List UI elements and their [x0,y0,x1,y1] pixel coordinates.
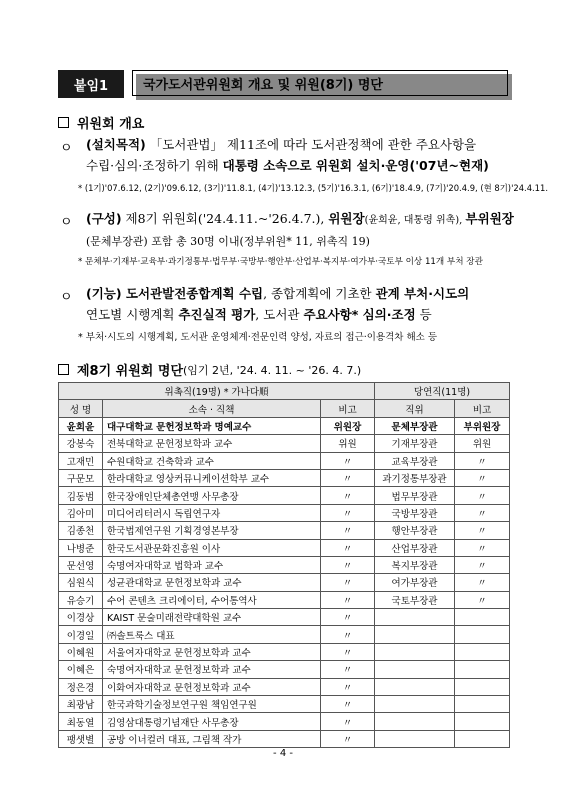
item2-line1b: 위원장 [328,211,365,226]
cell-remark-right: 〃 [455,574,510,591]
cell-name: 강봉숙 [59,435,103,452]
cell-affiliation: 한국법제연구원 기획경영본부장 [103,522,321,539]
cell-remark-right: 〃 [455,556,510,573]
cell-remark-left: 〃 [321,661,375,678]
group-header-ex-officio: 당연직(11명) [375,383,510,400]
cell-remark-left: 〃 [321,696,375,713]
item2-paragraph [86,208,526,252]
cell-remark-right: 위원 [455,435,510,452]
cell-remark-left: 〃 [321,452,375,469]
cell-remark-left: 〃 [321,643,375,660]
cell-remark-left: 〃 [321,487,375,504]
item3-lead: (기능) [86,286,122,301]
cell-affiliation: 한국도서관문화진흥원 이사 [103,539,321,556]
item1-line2b: 대통령 소속으로 위원회 설치·운영('07년~현재) [222,158,489,173]
table-row [59,730,510,747]
item3-paragraph [86,283,526,325]
cell-position: 산업부장관 [375,539,455,556]
item2-note: * 문체부·기재부·교육부·과기정통부·법무부·국방부·행안부·산업부·복지부·여가부·국토부 이상 11개 부처 장관 [78,257,483,267]
cell-affiliation: 한국과학기술정보연구원 책임연구원 [103,696,321,713]
cell-remark-right [455,678,510,695]
cell-remark-left: 〃 [321,539,375,556]
table-row [59,678,510,695]
title-bar [58,70,508,98]
table-row [59,417,510,434]
section2-heading [58,360,361,379]
header-position: 직위 [375,400,455,417]
cell-remark-left: 〃 [321,522,375,539]
table-row [59,504,510,521]
cell-affiliation: 대구대학교 문헌정보학과 명예교수 [103,417,321,434]
table-row [59,539,510,556]
table-row [59,487,510,504]
item3-note: * 부처·시도의 시행계획, 도서관 운영체계·전문인력 양성, 자료의 접근·이용격차 해소 등 [78,332,438,343]
item2-lead: (구성) [86,211,122,226]
cell-name: 김동범 [59,487,103,504]
cell-remark-left: 〃 [321,626,375,643]
cell-name: 이혜원 [59,643,103,660]
cell-name: 이혜은 [59,661,103,678]
cell-remark-right: 〃 [455,504,510,521]
cell-position: 국토부장관 [375,591,455,608]
section1-heading-text: 위원회 개요 [77,117,145,132]
square-bullet-icon [58,364,69,375]
section1-heading [58,113,144,132]
cell-position: 기재부장관 [375,435,455,452]
cell-remark-right [455,713,510,730]
cell-position [375,696,455,713]
cell-remark-right: 〃 [455,469,510,486]
cell-affiliation: ㈜솔트룩스 대표 [103,626,321,643]
document-title: 국가도서관위원회 개요 및 위원(8기) 명단 [132,70,508,96]
cell-remark-right: 〃 [455,487,510,504]
cell-remark-left: 〃 [321,730,375,747]
table-row [59,469,510,486]
cell-name: 최광남 [59,696,103,713]
cell-name: 정은경 [59,678,103,695]
item2-bullet: ㅇ [60,215,73,230]
cell-remark-right [455,696,510,713]
item1-note: * (1기)'07.6.12, (2기)'09.6.12, (3기)'11.8.1, (4기)'13.12.3, (5기)'16.3.1, (6기)'18.4.9, (7기)'20.4.9, (현 8기)'24.4.11. [78,183,548,193]
cell-affiliation: 미디어리터러시 독립연구자 [103,504,321,521]
item3-line2b: 추진실적 평가 [178,307,256,322]
cell-name: 윤희윤 [59,417,103,434]
header-remark-left: 비고 [321,400,375,417]
cell-affiliation: 전북대학교 문헌정보학과 교수 [103,435,321,452]
cell-remark-right [455,730,510,747]
item1-line2a: 수립·심의·조정하기 위해 [86,158,223,173]
table-row [59,696,510,713]
cell-remark-right: 〃 [455,522,510,539]
table-group-header-row [59,383,510,400]
section2-heading-text: 제8기 위원회 명단 [77,364,184,379]
page-number: - 4 - [273,748,293,759]
cell-affiliation: 성균관대학교 문헌정보학과 교수 [103,574,321,591]
cell-position: 문체부장관 [375,417,455,434]
cell-remark-left: 위원 [321,435,375,452]
item3-line1b: , 종합계획에 기초한 [263,286,376,301]
cell-name: 팽샛별 [59,730,103,747]
section2-period: (임기 2년, '24. 4. 11. ~ '26. 4. 7.) [183,363,362,377]
cell-position: 과기정통부장관 [375,469,455,486]
cell-remark-right [455,609,510,626]
cell-position [375,626,455,643]
cell-remark-left: 〃 [321,574,375,591]
cell-name: 김종천 [59,522,103,539]
cell-remark-right [455,626,510,643]
cell-affiliation: 김영삼대통령기념재단 사무총장 [103,713,321,730]
cell-name: 나병준 [59,539,103,556]
cell-position: 행안부장관 [375,522,455,539]
table-row [59,591,510,608]
attachment-badge: 붙임1 [58,70,124,98]
table-row [59,661,510,678]
cell-affiliation: 공방 이너컬러 대표, 그림책 작가 [103,730,321,747]
item3-line1c: 관계 부처·시도의 [375,286,470,301]
group-header-appointed: 위촉직(19명) * 가나다順 [59,383,375,400]
cell-name: 최동열 [59,713,103,730]
item1-bullet: ㅇ [60,141,73,156]
cell-affiliation: 숙명여자대학교 법학과 교수 [103,556,321,573]
cell-remark-right [455,643,510,660]
cell-position [375,643,455,660]
table-row [59,452,510,469]
table-row [59,556,510,573]
cell-position [375,661,455,678]
cell-name: 이경상 [59,609,103,626]
cell-position [375,713,455,730]
cell-remark-left: 〃 [321,591,375,608]
cell-affiliation: 서울여자대학교 문헌정보학과 교수 [103,643,321,660]
cell-name: 구문모 [59,469,103,486]
item3-line2c: , 도서관 [255,307,304,322]
item2-line1d: 부위원장 [465,211,514,226]
table-row [59,609,510,626]
cell-remark-left: 〃 [321,504,375,521]
cell-position: 복지부장관 [375,556,455,573]
cell-remark-left: 〃 [321,469,375,486]
cell-remark-right: 〃 [455,539,510,556]
cell-name: 김아미 [59,504,103,521]
cell-remark-left: 위원장 [321,417,375,434]
cell-affiliation: 숙명여자대학교 문헌정보학과 교수 [103,661,321,678]
item3-line2e: 등 [415,307,432,322]
cell-name: 유승기 [59,591,103,608]
cell-remark-right: 부위원장 [455,417,510,434]
cell-affiliation: 한국장애인단체총연맹 사무총장 [103,487,321,504]
cell-affiliation: 수원대학교 건축학과 교수 [103,452,321,469]
cell-position [375,609,455,626]
cell-position: 교육부장관 [375,452,455,469]
table-row [59,522,510,539]
item3-line2a: 연도별 시행계획 [86,307,179,322]
cell-position: 국방부장관 [375,504,455,521]
cell-remark-left: 〃 [321,556,375,573]
square-bullet-icon [58,117,69,128]
members-table [58,382,510,748]
cell-position: 법무부장관 [375,487,455,504]
cell-name: 이경일 [59,626,103,643]
cell-position: 여가부장관 [375,574,455,591]
cell-position [375,678,455,695]
header-affiliation: 소속 · 직책 [103,400,321,417]
item2-line2: (문체부장관) 포함 총 30명 이내(정부위원* 11, 위촉직 19) [86,235,370,248]
item3-bullet: ㅇ [60,290,73,305]
table-header-row [59,400,510,417]
item2-line1a: 제8기 위원회('24.4.11.~'26.4.7.), [121,211,329,226]
cell-remark-right: 〃 [455,591,510,608]
cell-remark-right [455,661,510,678]
item1-paragraph [86,134,526,176]
cell-name: 고재민 [59,452,103,469]
table-row [59,713,510,730]
cell-position [375,730,455,747]
cell-remark-left: 〃 [321,609,375,626]
item3-line1a: 도서관발전종합계획 수립 [121,286,264,301]
table-row [59,435,510,452]
item1-lead: (설치목적) [86,137,146,152]
header-remark-right: 비고 [455,400,510,417]
cell-name: 문선영 [59,556,103,573]
cell-affiliation: 한라대학교 영상커뮤니케이션학부 교수 [103,469,321,486]
cell-affiliation: 수어 콘텐츠 크리에이터, 수어통역사 [103,591,321,608]
table-row [59,574,510,591]
table-row [59,626,510,643]
cell-remark-left: 〃 [321,713,375,730]
table-row [59,643,510,660]
cell-remark-right: 〃 [455,452,510,469]
cell-affiliation: 이화여자대학교 문헌정보학과 교수 [103,678,321,695]
header-name: 성 명 [59,400,103,417]
item1-line1: 「도서관법」 제11조에 따라 도서관정책에 관한 주요사항을 [145,137,477,152]
cell-remark-left: 〃 [321,678,375,695]
item3-line2d: 주요사항* 심의·조정 [303,307,416,322]
cell-affiliation: KAIST 문술미래전략대학원 교수 [103,609,321,626]
item2-line1c: (윤희윤, 대통령 위촉), [364,215,466,226]
cell-name: 심원식 [59,574,103,591]
